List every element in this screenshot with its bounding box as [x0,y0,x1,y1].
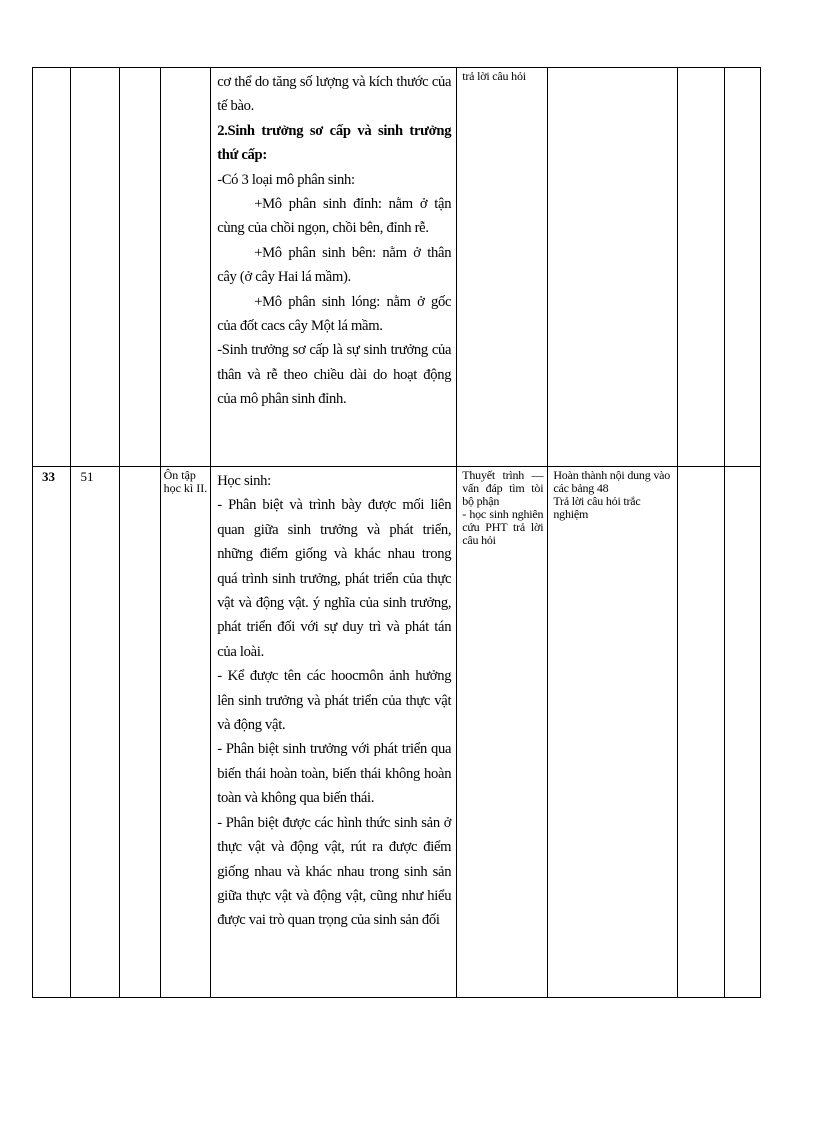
content-paragraph: - Phân biệt được các hình thức sinh sản ở thực vật và động vật, rút ra được điểm giống nhau và khác nhau trong sinh sản giữa thực vật và động vật, cũng như hiểu được vai trò quan trọng của sinh sản đối [217,814,452,929]
content-paragraph: - Phân biệt sinh trưởng với phát triển qua biến thái hoàn toàn, biến thái không hoàn toàn và không qua biến thái. [217,741,452,807]
topic-text: Ôn tập học kì II. [163,468,208,495]
method-cell [457,467,548,998]
content-paragraph: +Mô phân sinh bên: nằm ở thân cây (ở cây Hai lá mầm). [217,244,452,286]
empty-cell [120,68,161,467]
equipment-cell [548,68,678,467]
content-paragraph: -Sinh trưởng sơ cấp là sự sinh trưởng của thân và rễ theo chiều dài do hoạt động của mô phân sinh đỉnh. [217,342,452,408]
table-row [33,467,761,998]
empty-cell [677,467,724,998]
content-paragraph: - Kể được tên các hoocmôn ảnh hưởng lên sinh trưởng và phát triển của thực vật và động vật. [217,668,452,734]
equipment-line: Hoàn thành nội dung vào các bảng 48 [553,468,671,495]
lesson-plan-table [32,67,761,998]
content-cell [211,68,457,467]
content-paragraph: +Mô phân sinh lóng: nằm ở gốc của đốt cacs cây Một lá mầm. [217,293,452,335]
empty-cell [120,467,161,998]
lesson-number-cell [71,467,120,998]
content-paragraph: Học sinh: [217,473,271,489]
equipment-cell [548,467,678,998]
content-paragraph: +Mô phân sinh đỉnh: nằm ở tận cùng của chồi ngọn, chồi bên, đỉnh rễ. [217,196,452,237]
empty-cell [724,68,761,467]
week-number: 33 [42,469,55,484]
empty-cell [724,467,761,998]
content-paragraph: cơ thể do tăng số lượng và kích thước của tế bào. [217,74,452,115]
equipment-text [548,467,677,521]
topic-cell [160,467,211,998]
content-text [211,467,456,933]
lesson-number: 51 [80,469,94,484]
content-text [211,68,456,412]
week-cell [33,68,71,467]
table-row [33,68,761,467]
content-paragraph: -Có 3 loại mô phân sinh: [217,171,355,188]
topic-cell [160,68,211,467]
method-cell [457,68,548,467]
method-line: Thuyết trình — vấn đáp tìm tòi bộ phận [462,468,544,508]
week-cell [33,467,71,998]
equipment-line: Trả lời câu hỏi trắc nghiệm [553,494,641,521]
content-paragraph: - Phân biệt và trình bày được mối liên quan giữa sinh trưởng và phát triển, những điểm giống và khác nhau trong quá trình sinh trưởng, phát triển của thực vật và động vật. ý nghĩa của sinh trưởng, phát triển đối với sự duy trì và phát tán của loài. [217,497,452,660]
content-paragraph: 2.Sinh trưởng sơ cấp và sinh trưởng thứ cấp: [217,122,452,164]
method-text [457,467,547,547]
method-text: trả lời câu hỏi [462,69,526,83]
method-line: - học sinh nghiên cứu PHT trả lời câu hỏi [462,507,544,547]
lesson-number-cell [71,68,120,467]
empty-cell [677,68,724,467]
content-cell [211,467,457,998]
